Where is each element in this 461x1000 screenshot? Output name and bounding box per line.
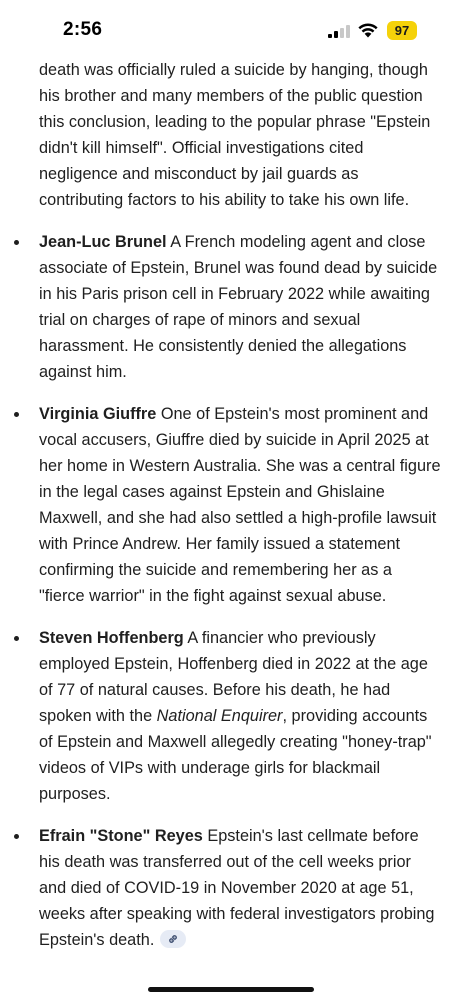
home-indicator[interactable]	[148, 987, 314, 992]
people-list	[0, 229, 461, 953]
bullet-icon	[14, 636, 19, 641]
item-text: One of Epstein's most prominent and vocal accusers, Giuffre died by suicide in April 2025 at her home in Western Australia. She was a central figure in the legal cases against Epstein and Ghislaine Maxwell, and she had also settled a high-profile lawsuit with Prince Andrew. Her family issued a statement confirming the suicide and remembering her as a "fierce warrior" in the fight against sexual abuse.	[39, 405, 441, 605]
battery-indicator: 97	[387, 21, 417, 40]
wifi-icon	[357, 22, 379, 38]
bullet-icon	[14, 240, 19, 245]
item-name: Virginia Giuffre	[39, 405, 157, 423]
item-text: A French modeling agent and close associate of Epstein, Brunel was found dead by suicide in his Paris prison cell in February 2022 while awaiting trial on charges of rape of minors and sexual harassment. He consistently denied the allegations against him.	[39, 233, 438, 381]
bullet-icon	[14, 412, 19, 417]
bullet-icon	[14, 834, 19, 839]
list-item	[0, 229, 441, 385]
list-item	[0, 823, 441, 953]
item-text-continued: , providing accounts of Epstein and Maxwell allegedly creating "honey-trap" videos of VIPs with underage girls for blackmail purposes.	[39, 707, 432, 803]
article-content	[0, 57, 461, 953]
item-name: Steven Hoffenberg	[39, 629, 184, 647]
item-text: A financier who previously employed Epstein, Hoffenberg died in 2022 at the age of 77 of natural causes. Before his death, he had spoken with the	[39, 629, 428, 725]
cellular-signal-icon	[328, 25, 350, 38]
list-item	[0, 625, 441, 807]
source-link-button[interactable]	[160, 930, 186, 948]
intro-paragraph: death was officially ruled a suicide by hanging, though his brother and many members of the public question this conclusion, leading to the popular phrase "Epstein didn't kill himself". Official investigations cited negligence and misconduct by jail guards as contributing factors to his ability to take his own life.	[39, 61, 431, 209]
item-text: Epstein's last cellmate before his death was transferred out of the cell weeks prior and died of COVID-19 in November 2020 at age 51, weeks after speaking with federal investigators probing Epstein's death.	[39, 827, 435, 949]
status-time: 2:56	[63, 19, 103, 40]
list-item	[0, 401, 441, 609]
item-name: Efrain "Stone" Reyes	[39, 827, 203, 845]
status-bar	[0, 0, 461, 60]
item-name: Jean-Luc Brunel	[39, 233, 167, 251]
link-icon	[167, 933, 179, 945]
publication-name: National Enquirer	[156, 707, 283, 725]
